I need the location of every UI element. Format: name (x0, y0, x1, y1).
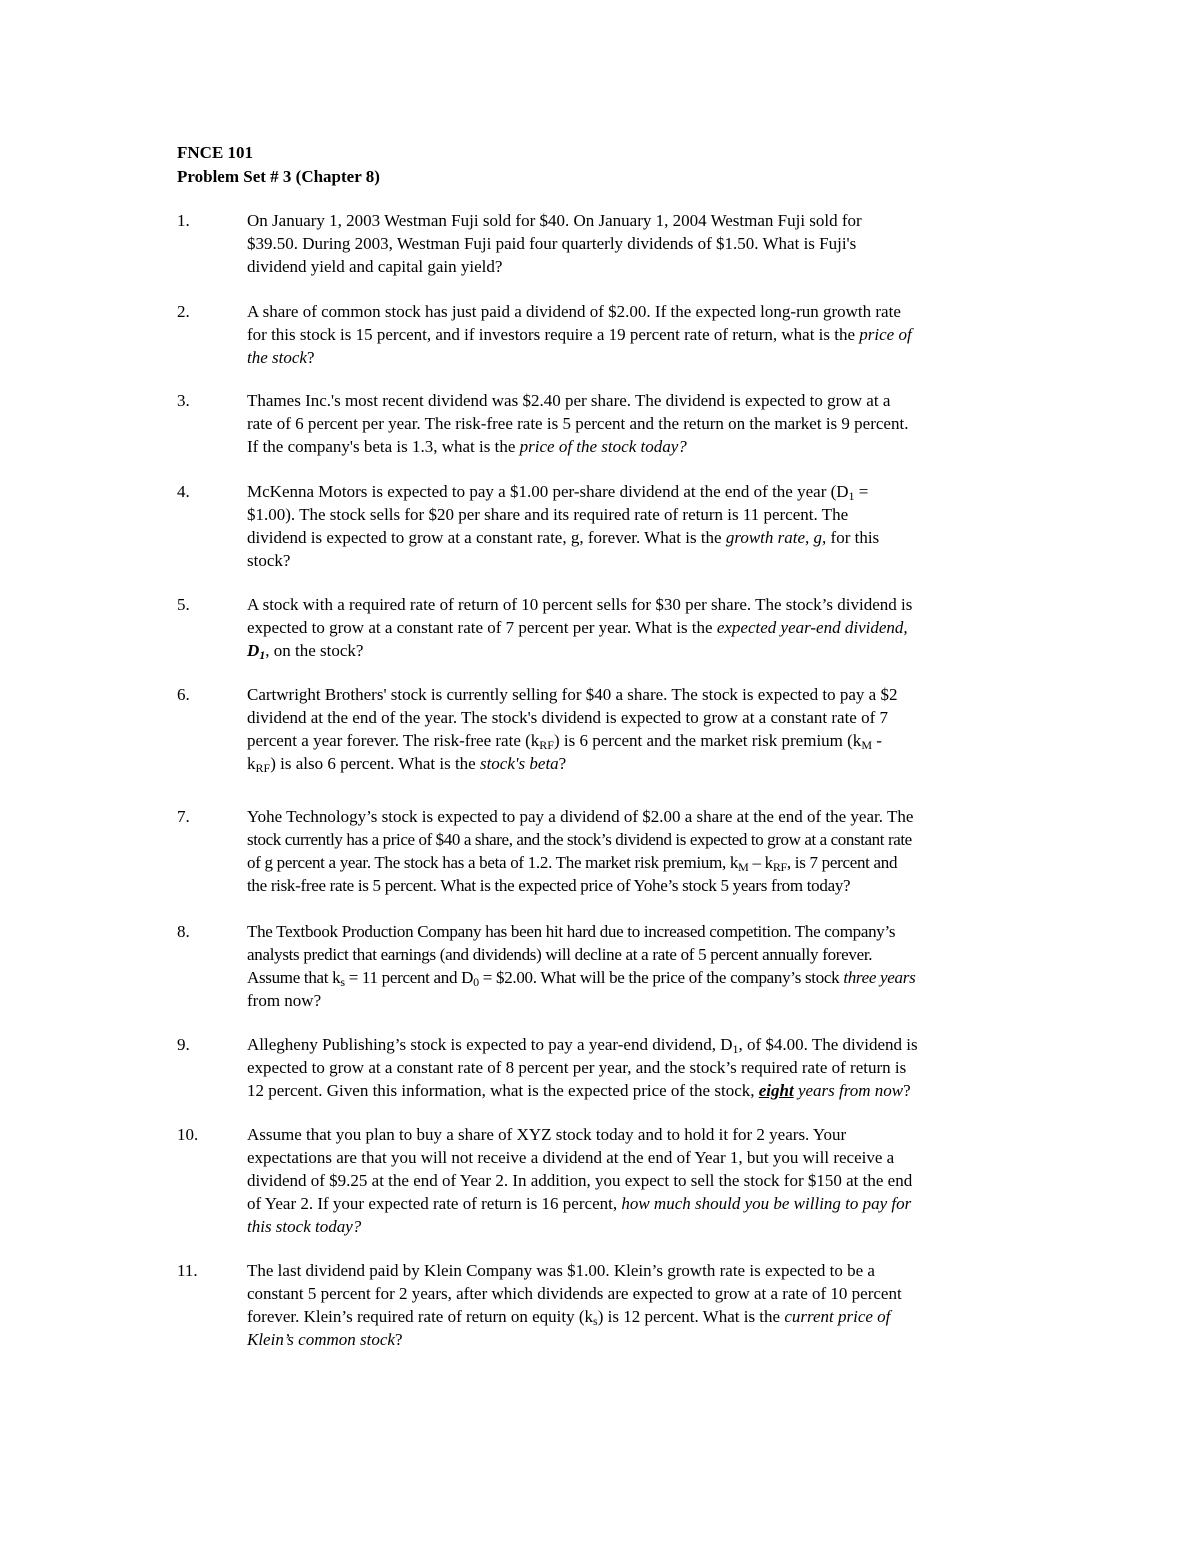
problem-line: this stock today? (247, 1217, 362, 1236)
problem-line: $k_{RF}$) is also 6 percent. What is the stock's beta? (247, 754, 567, 775)
problem-line: A stock with a required rate of return of 10 percent sells for $30 per share. The stock’s dividend is (247, 595, 913, 614)
problem-line: The Textbook Production Company has been hit hard due to increased competition. The company’s (247, 922, 896, 941)
problem-line: 12 percent. Given this information, what is the expected price of the stock, eight years from now? (247, 1081, 911, 1100)
course-title: FNCE 101 (177, 143, 254, 162)
problem-line: dividend of $9.25 at the end of Year 2. In addition, you expect to sell the stock for $150 at the end (247, 1171, 913, 1190)
problem-text (247, 480, 1037, 572)
problem-line: Yohe Technology’s stock is expected to pay a dividend of $2.00 a share at the end of the year. The (247, 807, 914, 826)
problem-line: $D_1$, on the stock? (247, 641, 364, 662)
problem-line: stock? (247, 551, 291, 570)
problem-text (247, 1123, 1037, 1238)
problem-line: $1.00). The stock sells for $20 per share and its required rate of return is 11 percent. The (247, 505, 849, 524)
problem-line: dividend is expected to grow at a constant rate, g, forever. What is the growth rate, g, for this (247, 528, 880, 547)
problem-line: stock currently has a price of $40 a share, and the stock’s dividend is expected to grow at a constant rate (247, 830, 912, 849)
problem-line: Cartwright Brothers' stock is currently selling for $40 a share. The stock is expected to pay a $2 (247, 685, 898, 704)
problem-line: of g percent a year. The stock has a beta of 1.2. The market risk premium, $k_M - k_{RF}$, is 7 percent and (247, 853, 898, 874)
problem-text (247, 1033, 1037, 1102)
problem-text (247, 920, 1037, 1012)
problem-text (247, 683, 1037, 775)
problem-line: the stock? (247, 348, 315, 367)
problem-line: of Year 2. If your expected rate of return is 16 percent, how much should you be willing to pay for (247, 1194, 912, 1213)
problem-line: dividend at the end of the year. The stock's dividend is expected to grow at a constant rate of 7 (247, 708, 889, 727)
problem-text (247, 209, 1037, 278)
problem-line: forever. Klein’s required rate of return on equity $(k_s)$ is 12 percent. What is the current price of (247, 1307, 891, 1328)
problem-line: rate of 6 percent per year. The risk-free rate is 5 percent and the return on the market is 9 percent. (247, 414, 909, 433)
problem-number: 1. (177, 211, 190, 230)
problem-number: 4. (177, 482, 190, 501)
problem-line: from now? (247, 991, 322, 1010)
problem-line: percent a year forever. The risk-free rate $(k_{RF})$ is 6 percent and the market risk premium ($k_M$ - (247, 731, 882, 752)
problem-line: If the company's beta is 1.3, what is the price of the stock today? (247, 437, 687, 456)
problem-number: 5. (177, 595, 190, 614)
problem-line: for this stock is 15 percent, and if investors require a 19 percent rate of return, what is the price of (247, 325, 912, 344)
problem-line: expectations are that you will not receive a dividend at the end of Year 1, but you will receive a (247, 1148, 895, 1167)
problem-text (247, 593, 1037, 662)
problem-line: A share of common stock has just paid a dividend of $2.00. If the expected long-run growth rate (247, 302, 901, 321)
problem-line: Klein’s common stock? (247, 1330, 403, 1349)
problem-line: Assume that you plan to buy a share of XYZ stock today and to hold it for 2 years. Your (247, 1125, 847, 1144)
problem-line: constant 5 percent for 2 years, after which dividends are expected to grow at a rate of 10 percent (247, 1284, 902, 1303)
problem-line: dividend yield and capital gain yield? (247, 257, 503, 276)
problem-number: 10. (177, 1125, 199, 1144)
problem-line: Allegheny Publishing’s stock is expected to pay a year-end dividend, $D_1$, of $4.00. The dividend is (247, 1035, 918, 1056)
problem-text (247, 1259, 1037, 1351)
problem-number: 2. (177, 302, 190, 321)
problem-text (247, 300, 1037, 369)
problem-line: expected to grow at a constant rate of 8 percent per year, and the stock’s required rate of return is (247, 1058, 907, 1077)
problem-set-title: Problem Set # 3 (Chapter 8) (177, 167, 380, 186)
problem-number: 9. (177, 1035, 190, 1054)
document-header (177, 141, 380, 189)
problem-text (247, 389, 1037, 458)
problem-number: 6. (177, 685, 190, 704)
problem-line: analysts predict that earnings (and dividends) will decline at a rate of 5 percent annually forever. (247, 945, 873, 964)
problem-number: 8. (177, 922, 190, 941)
problem-line: Thames Inc.'s most recent dividend was $2.40 per share. The dividend is expected to grow at a (247, 391, 891, 410)
problem-line: On January 1, 2003 Westman Fuji sold for $40. On January 1, 2004 Westman Fuji sold for (247, 211, 862, 230)
problem-line: The last dividend paid by Klein Company was $1.00. Klein’s growth rate is expected to be a (247, 1261, 875, 1280)
problem-line: McKenna Motors is expected to pay a $1.00 per-share dividend at the end of the year ($D_1$ = (247, 482, 869, 503)
problem-number: 7. (177, 807, 190, 826)
problem-line: the risk-free rate is 5 percent. What is the expected price of Yohe’s stock 5 years from today? (247, 876, 851, 895)
problem-line: expected to grow at a constant rate of 7 percent per year. What is the expected year-end dividend, (247, 618, 908, 637)
problem-number: 11. (177, 1261, 198, 1280)
problem-text (247, 805, 1037, 897)
problem-line: Assume that $k_s = 11$ percent and $D_0$ = $2.00. What will be the price of the company’s stock three years (247, 968, 916, 989)
problem-line: $39.50. During 2003, Westman Fuji paid four quarterly dividends of $1.50. What is Fuji's (247, 234, 857, 253)
problem-number: 3. (177, 391, 190, 410)
